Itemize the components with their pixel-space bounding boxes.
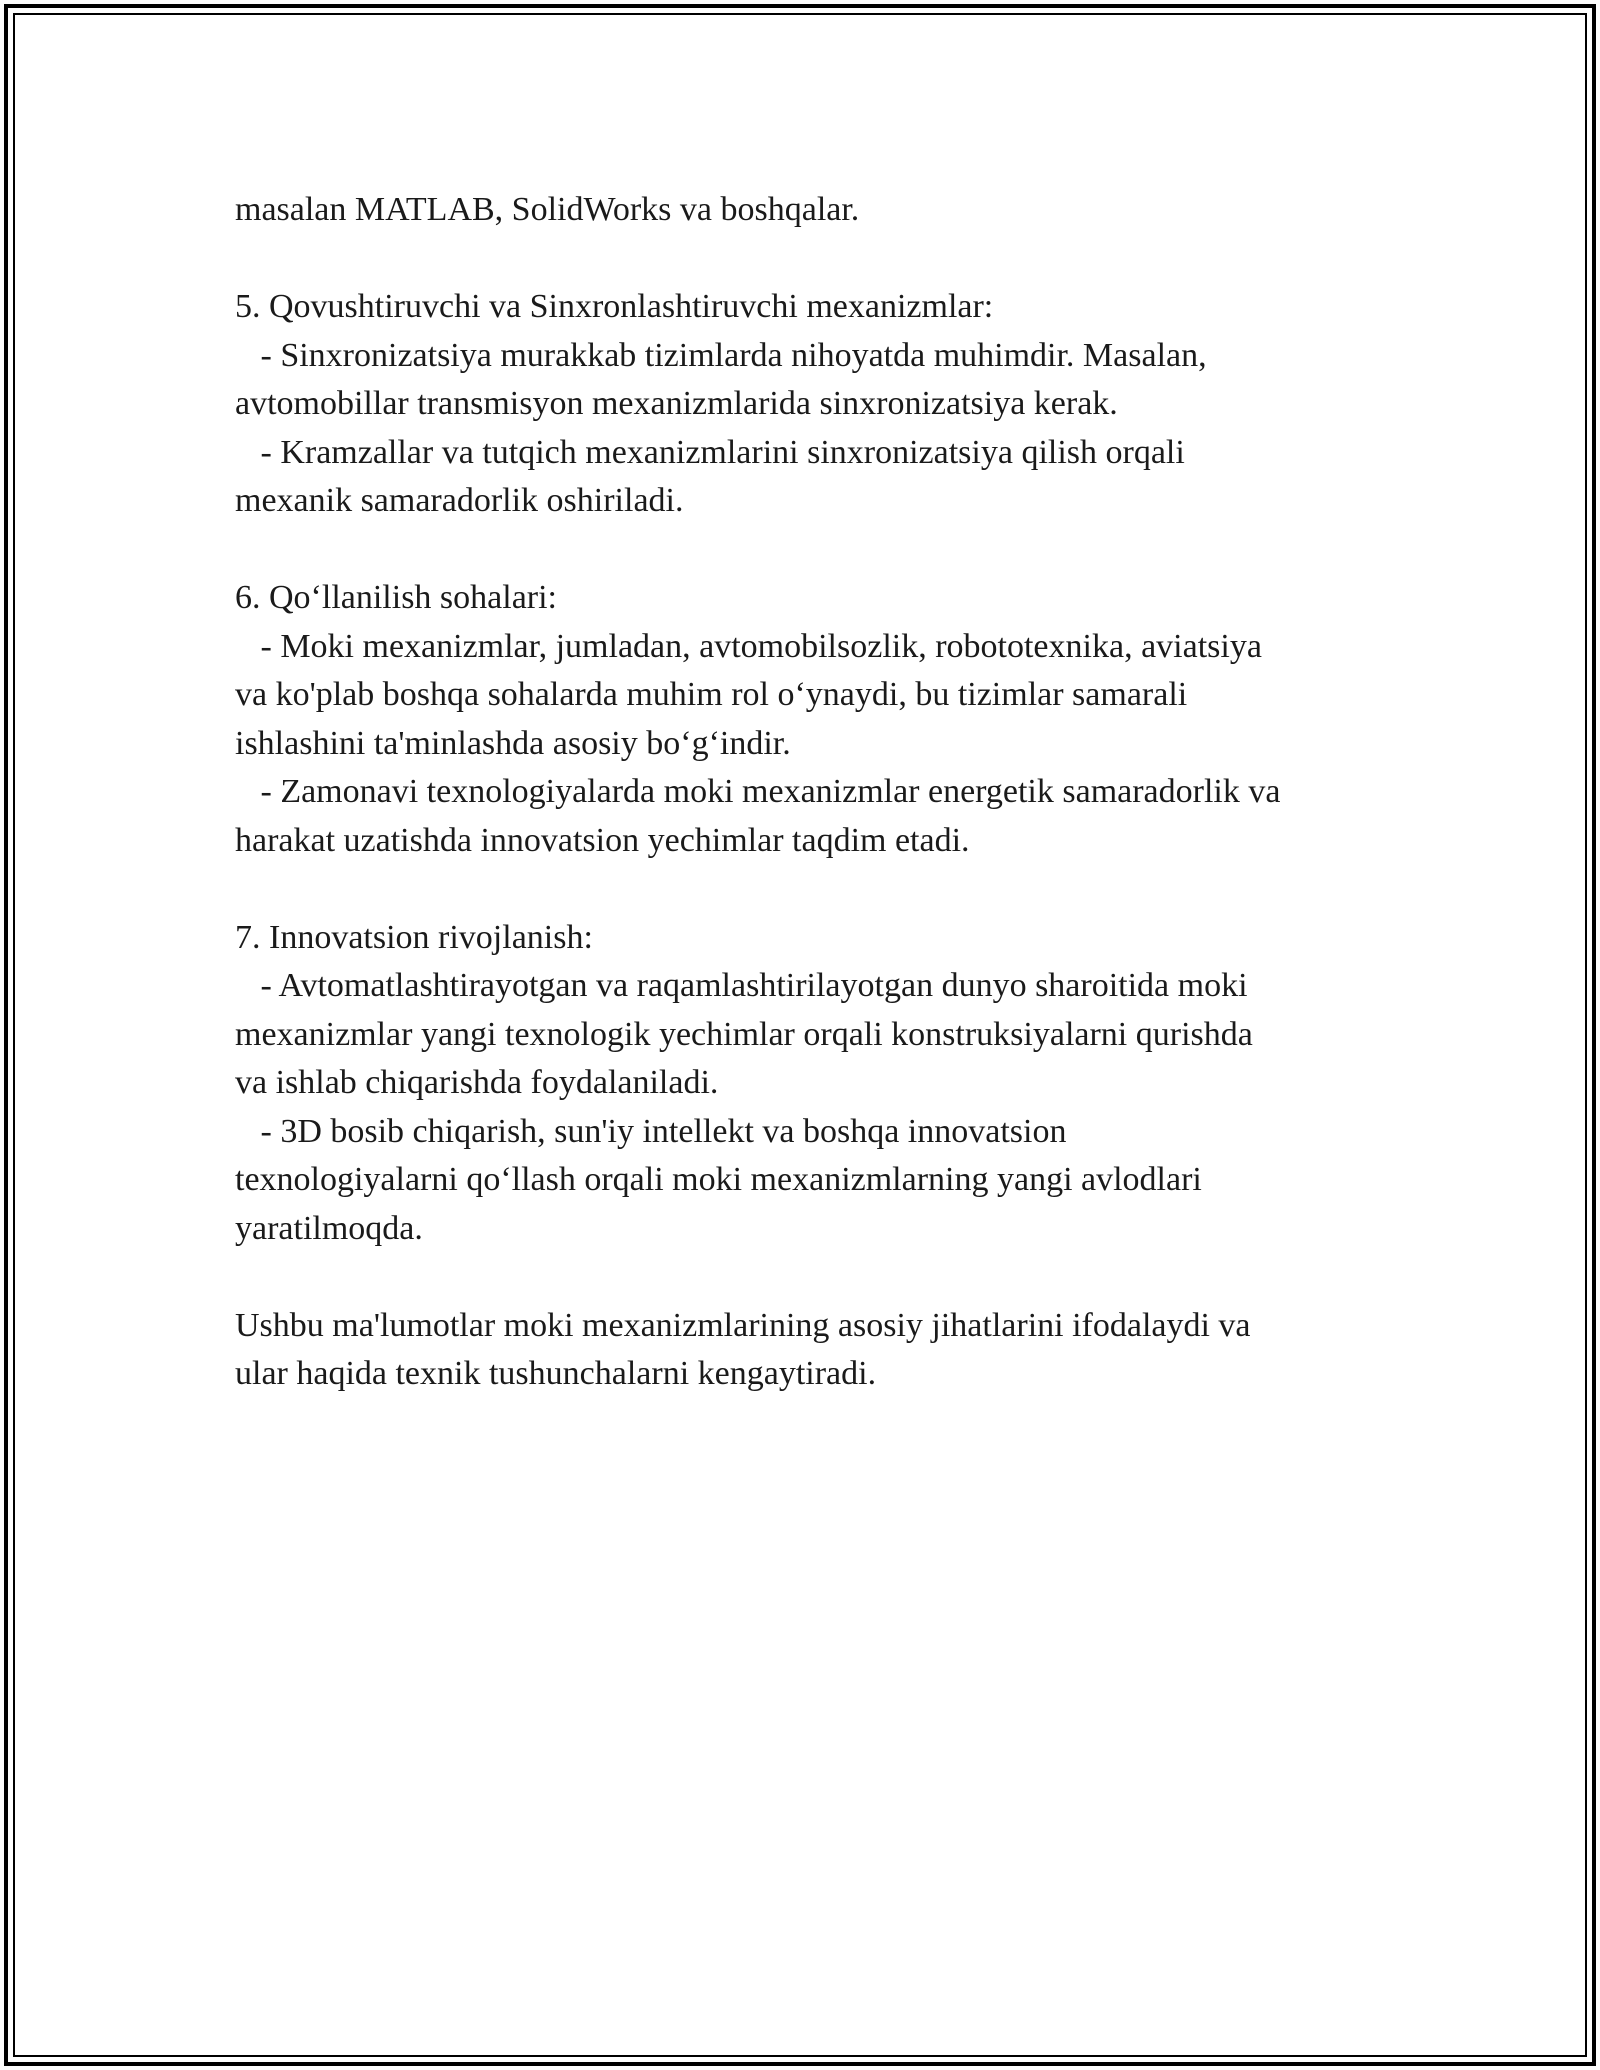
- text-line: va ishlab chiqarishda foydalaniladi.: [235, 1064, 719, 1101]
- text-line: ishlashini ta'minlashda asosiy bo‘g‘indir.: [235, 724, 791, 762]
- text-line: - Kramzallar va tutqich mexanizmlarini sinxronizatsiya qilish orqali: [235, 433, 1185, 471]
- text-line: Ushbu ma'lumotlar moki mexanizmlarining asosiy jihatlarini ifodalaydi va: [235, 1306, 1251, 1344]
- text-line: 5. Qovushtiruvchi va Sinxronlashtiruvchi mexanizmlar:: [235, 288, 994, 325]
- text-line: texnologiyalarni qo‘llash orqali moki mexanizmlarning yangi avlodlari: [235, 1161, 1202, 1198]
- text-line: mexanizmlar yangi texnologik yechimlar orqali konstruksiyalarni qurishda: [235, 1015, 1253, 1053]
- text-line: 6. Qo‘llanilish sohalari:: [235, 579, 558, 616]
- text-line: - 3D bosib chiqarish, sun'iy intellekt va boshqa innovatsion: [235, 1112, 1067, 1150]
- blank-line: [235, 1253, 1385, 1302]
- text-line: ular haqida texnik tushunchalarni kengaytiradi.: [235, 1355, 877, 1392]
- text-line: harakat uzatishda innovatsion yechimlar taqdim etadi.: [235, 821, 970, 859]
- text-line: 7. Innovatsion rivojlanish:: [235, 918, 593, 956]
- document-body: [235, 186, 1385, 1399]
- text-line: va ko'plab boshqa sohalarda muhim rol o‘ynaydi, bu tizimlar samarali: [235, 676, 1188, 713]
- blank-line: [235, 865, 1385, 914]
- blank-line: [235, 526, 1385, 575]
- blank-line: [235, 235, 1385, 284]
- text-line: - Moki mexanizmlar, jumladan, avtomobilsozlik, robototexnika, aviatsiya: [235, 627, 1262, 665]
- text-line: yaratilmoqda.: [235, 1209, 423, 1247]
- text-line: masalan MATLAB, SolidWorks va boshqalar.: [235, 191, 860, 228]
- text-line: avtomobillar transmisyon mexanizmlarida sinxronizatsiya kerak.: [235, 385, 1118, 422]
- text-line: - Avtomatlashtirayotgan va raqamlashtirilayotgan dunyo sharoitida moki: [235, 967, 1248, 1004]
- text-line: - Zamonavi texnologiyalarda moki mexanizmlar energetik samaradorlik va: [235, 773, 1281, 810]
- text-line: mexanik samaradorlik oshiriladi.: [235, 482, 684, 519]
- text-line: - Sinxronizatsiya murakkab tizimlarda nihoyatda muhimdir. Masalan,: [235, 336, 1207, 374]
